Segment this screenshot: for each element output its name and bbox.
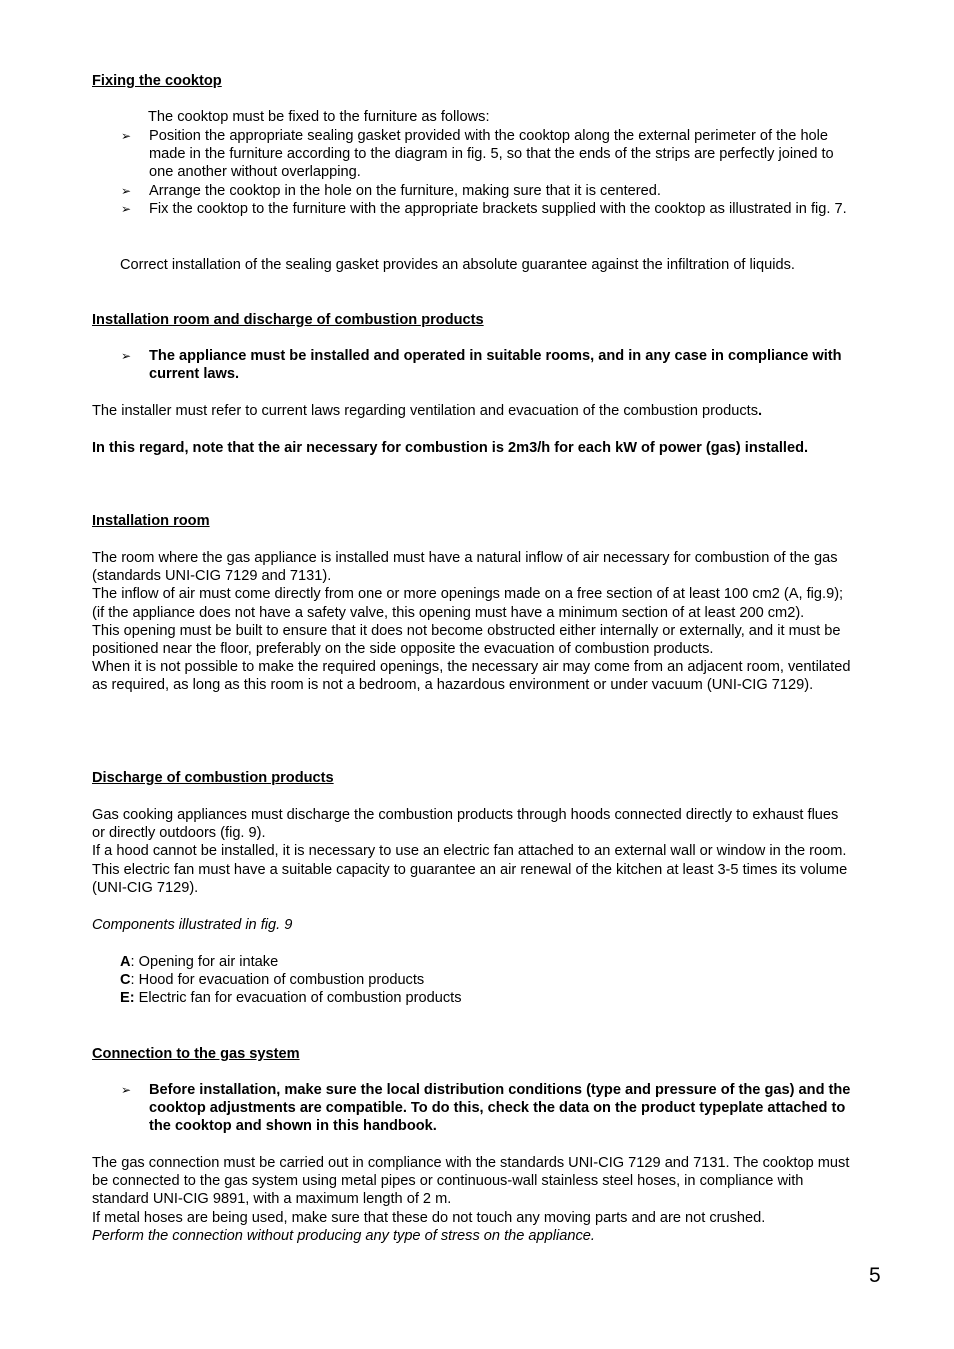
list-item — [92, 347, 862, 383]
installer-laws-paragraph — [92, 402, 872, 420]
component-separator: : — [130, 954, 139, 970]
paragraph: The gas connection must be carried out in compliance with the standards UNI-CIG 7129 and 7131. The cooktop must be connected to the gas system using metal pipes or continuous-wall stainless steel hoses, in compliance with standard UNI-CIG 9891, with a maximum length of 2 m. — [92, 1155, 850, 1208]
list-item — [92, 127, 862, 182]
component-key: E: — [120, 990, 135, 1007]
paragraph: The inflow of air must come directly from one or more openings made on a free section of at least 100 cm2 (A, fig.9); (if the appliance does not have a safety valve, this opening must have a minimum section of at least 200 cm2). — [92, 586, 844, 621]
component-text: Hood for evacuation of combustion products — [138, 972, 425, 989]
arrow-bullet-icon: ➢ — [121, 349, 132, 363]
paragraph-period: . — [758, 403, 763, 419]
heading-fixing-cooktop: Fixing the cooktop — [92, 73, 222, 89]
arrow-bullet-icon: ➢ — [121, 1083, 132, 1097]
list-item — [92, 1081, 862, 1136]
air-requirement-paragraph: In this regard, note that the air necessary for combustion is 2m3/h for each kW of power (gas) installed. — [92, 440, 809, 456]
component-item — [120, 953, 820, 971]
installation-room-text — [92, 549, 857, 695]
bullet-text: Position the appropriate sealing gasket provided with the cooktop along the external perimeter of the hole made in the furniture according to the diagram in fig. 5, so that the ends of the strips are perfectly joined to one another without overlapping. — [149, 128, 834, 181]
paragraph: This opening must be built to ensure that it does not become obstructed either internally or externally, and it must be positioned near the floor, preferably on the side opposite the evacuation of combustion products. — [92, 622, 841, 658]
component-item — [120, 971, 820, 989]
bullet-text: The appliance must be installed and operated in suitable rooms, and in any case in compliance with current laws. — [149, 348, 842, 383]
paragraph-text: The installer must refer to current laws regarding ventilation and evacuation of the combustion products — [92, 403, 758, 419]
heading-installation-room: Installation room — [92, 513, 210, 529]
component-separator: : — [130, 972, 139, 989]
paragraph: If metal hoses are being used, make sure that these do not touch any moving parts and are not crushed. — [92, 1209, 766, 1226]
paragraph: When it is not possible to make the required openings, the necessary air may come from an adjacent room, ventilated as required, as long as this room is not a bedroom, a hazardous environment or under vacuum (UNI-CIG 7129). — [92, 659, 851, 694]
component-key: A — [120, 954, 131, 970]
page-number: 5 — [869, 1264, 881, 1287]
components-caption: Components illustrated in fig. 9 — [92, 917, 293, 933]
arrow-bullet-icon: ➢ — [121, 183, 132, 198]
heading-installation-discharge: Installation room and discharge of combustion products — [92, 312, 484, 328]
components-list — [120, 953, 820, 1008]
laws-bullet-list — [92, 347, 862, 383]
arrow-bullet-icon: ➢ — [121, 201, 132, 216]
bullet-text: Arrange the cooktop in the hole on the furniture, making sure that it is centered. — [149, 182, 661, 199]
arrow-bullet-icon: ➢ — [121, 129, 132, 143]
component-text: Opening for air intake — [138, 954, 279, 970]
gas-bullet-list — [92, 1081, 862, 1136]
bullet-text: Fix the cooktop to the furniture with the appropriate brackets supplied with the cooktop as illustrated in fig. 7. — [149, 200, 847, 217]
component-text: Electric fan for evacuation of combustion products — [138, 990, 462, 1007]
bullet-text: Before installation, make sure the local distribution conditions (type and pressure of the gas) and the cooktop adjustments are compatible. To do this, check the data on the product typeplate attached to the cooktop and shown in this handbook. — [149, 1082, 851, 1135]
component-item — [120, 989, 820, 1007]
gasket-note: Correct installation of the sealing gasket provides an absolute guarantee against the infiltration of liquids. — [120, 257, 795, 273]
list-item — [92, 182, 862, 200]
component-key: C — [120, 972, 131, 989]
discharge-text — [92, 806, 852, 897]
fixing-bullet-list — [92, 127, 862, 218]
list-item — [92, 200, 862, 218]
paragraph: Gas cooking appliances must discharge the combustion products through hoods connected directly to exhaust flues or directly outdoors (fig. 9). — [92, 807, 839, 842]
heading-gas-connection: Connection to the gas system — [92, 1046, 300, 1062]
paragraph: The room where the gas appliance is installed must have a natural inflow of air necessary for combustion of the gas (standards UNI-CIG 7129 and 7131). — [92, 550, 838, 585]
paragraph-italic: Perform the connection without producing any type of stress on the appliance. — [92, 1227, 595, 1244]
gas-connection-text — [92, 1154, 857, 1245]
paragraph: If a hood cannot be installed, it is necessary to use an electric fan attached to an external wall or window in the room. This electric fan must have a suitable capacity to guarantee an air renewal of the kitchen at least 3-5 times its volume (UNI-CIG 7129). — [92, 843, 848, 896]
heading-discharge: Discharge of combustion products — [92, 770, 334, 786]
fixing-intro: The cooktop must be fixed to the furniture as follows: — [148, 109, 490, 125]
